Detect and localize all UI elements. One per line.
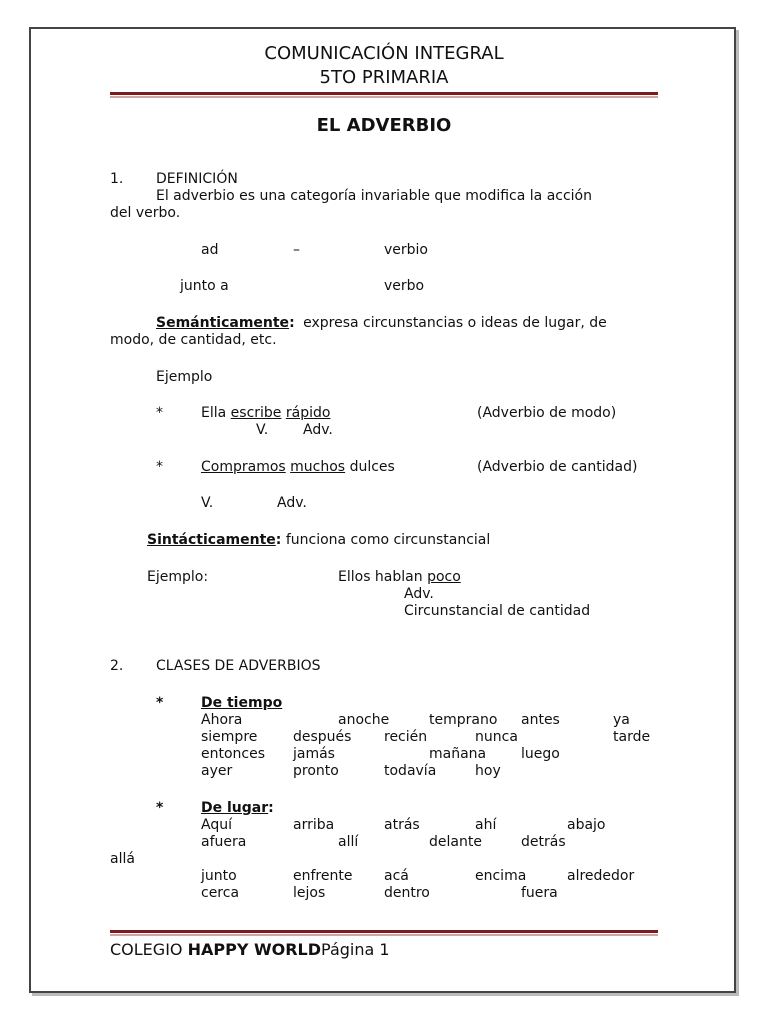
tiempo-bullet: *	[156, 695, 164, 711]
section1-heading: DEFINICIÓN	[156, 171, 238, 187]
document-title: EL ADVERBIO	[316, 115, 452, 136]
lugar-word: Aquí	[201, 817, 232, 833]
example2-adverb: muchos	[290, 459, 346, 475]
lugar-word: cerca	[201, 885, 240, 901]
lugar-word: acá	[384, 868, 409, 884]
tiempo-word: Ahora	[201, 712, 243, 728]
etymology-verbio: verbio	[384, 242, 428, 258]
tiempo-word: entonces	[201, 746, 266, 762]
tiempo-word: nunca	[475, 729, 518, 745]
tiempo-word: todavía	[384, 763, 437, 779]
footer	[110, 940, 390, 959]
example1-label-v: V.	[256, 422, 269, 438]
header-subtitle: 5TO PRIMARIA	[319, 67, 449, 88]
tiempo-word: tarde	[613, 729, 651, 745]
tiempo-label: De tiempo	[201, 695, 283, 711]
example2-note: (Adverbio de cantidad)	[477, 459, 638, 475]
lugar-bullet: *	[156, 800, 164, 816]
lugar-word: detrás	[521, 834, 566, 850]
tiempo-word: pronto	[293, 763, 339, 779]
tiempo-word: recién	[384, 729, 428, 745]
tiempo-word: ya	[613, 712, 630, 728]
semantic-text-1: expresa circunstancias o ideas de lugar, de	[303, 315, 607, 331]
example2-sentence	[201, 459, 395, 476]
lugar-word: dentro	[384, 885, 430, 901]
example1-word-1: Ella	[201, 405, 227, 421]
lugar-word: arriba	[293, 817, 335, 833]
example2-word-3: dulces	[349, 459, 395, 475]
semantic-line-1	[156, 315, 607, 332]
tiempo-word: antes	[521, 712, 560, 728]
example1-bullet: *	[156, 405, 163, 421]
tiempo-word: temprano	[429, 712, 498, 728]
lugar-word: alrededor	[567, 868, 635, 884]
footer-page-number: Página 1	[321, 940, 390, 959]
example2-bullet: *	[156, 459, 163, 475]
lugar-word: allí	[338, 834, 359, 850]
lugar-word: atrás	[384, 817, 420, 833]
lugar-heading	[201, 800, 274, 817]
tiempo-word: hoy	[475, 763, 501, 779]
lugar-word: junto	[201, 868, 237, 884]
lugar-word: ahí	[475, 817, 497, 833]
example2-label-adv: Adv.	[277, 495, 307, 511]
semantic-line-2: modo, de cantidad, etc.	[110, 332, 277, 348]
page-border	[29, 27, 736, 993]
tiempo-word: después	[293, 729, 352, 745]
lugar-word: afuera	[201, 834, 247, 850]
lugar-label: De lugar	[201, 800, 269, 816]
syntactic-colon: :	[275, 532, 282, 548]
lugar-word: delante	[429, 834, 482, 850]
syntactic-label: Sintácticamente	[147, 532, 276, 548]
tiempo-word: luego	[521, 746, 560, 762]
example3-label-adv: Adv.	[404, 586, 434, 602]
section2-heading: CLASES DE ADVERBIOS	[156, 658, 321, 674]
footer-rule	[110, 930, 658, 936]
example3-circumstance: Circunstancial de cantidad	[404, 603, 591, 619]
example3-text: Ellos hablan	[338, 569, 423, 585]
lugar-word: encima	[475, 868, 527, 884]
semantic-label: Semánticamente	[156, 315, 290, 331]
semantic-colon: :	[289, 315, 295, 331]
lugar-word: abajo	[567, 817, 606, 833]
etymology-dash: –	[293, 242, 300, 258]
etymology-ad: ad	[201, 242, 219, 258]
syntactic-text: funciona como circunstancial	[285, 532, 491, 548]
example3-adverb: poco	[427, 569, 461, 585]
example2-label-v: V.	[201, 495, 214, 511]
definition-line-1: El adverbio es una categoría invariable que modifica la acción	[156, 188, 592, 204]
tiempo-word: siempre	[201, 729, 258, 745]
example1-note: (Adverbio de modo)	[477, 405, 617, 421]
lugar-word: enfrente	[293, 868, 353, 884]
example2-verb: Compramos	[201, 459, 286, 475]
example1-label-adv: Adv.	[303, 422, 333, 438]
etymology-junto: junto a	[180, 278, 229, 294]
footer-school-prefix: COLEGIO	[110, 940, 188, 959]
tiempo-word: ayer	[201, 763, 233, 779]
tiempo-word: jamás	[293, 746, 335, 762]
header-rule	[110, 92, 658, 98]
example-label: Ejemplo	[156, 369, 213, 385]
example-label-2: Ejemplo:	[147, 569, 209, 585]
section2-number: 2.	[110, 658, 124, 674]
syntactic-line	[147, 532, 490, 549]
header-title: COMUNICACIÓN INTEGRAL	[264, 43, 504, 64]
footer-school-name: HAPPY WORLD	[187, 940, 322, 959]
etymology-verbo: verbo	[384, 278, 425, 294]
tiempo-word: mañana	[429, 746, 487, 762]
section1-number: 1.	[110, 171, 124, 187]
example1-verb: escribe	[230, 405, 282, 421]
example1-sentence	[201, 405, 330, 422]
lugar-word: allá	[110, 851, 135, 867]
definition-line-2: del verbo.	[110, 205, 181, 221]
lugar-word: lejos	[293, 885, 326, 901]
lugar-word: fuera	[521, 885, 558, 901]
example3-sentence	[338, 569, 461, 586]
example1-adverb: rápido	[285, 405, 331, 421]
tiempo-word: anoche	[338, 712, 390, 728]
lugar-colon: :	[268, 800, 274, 816]
